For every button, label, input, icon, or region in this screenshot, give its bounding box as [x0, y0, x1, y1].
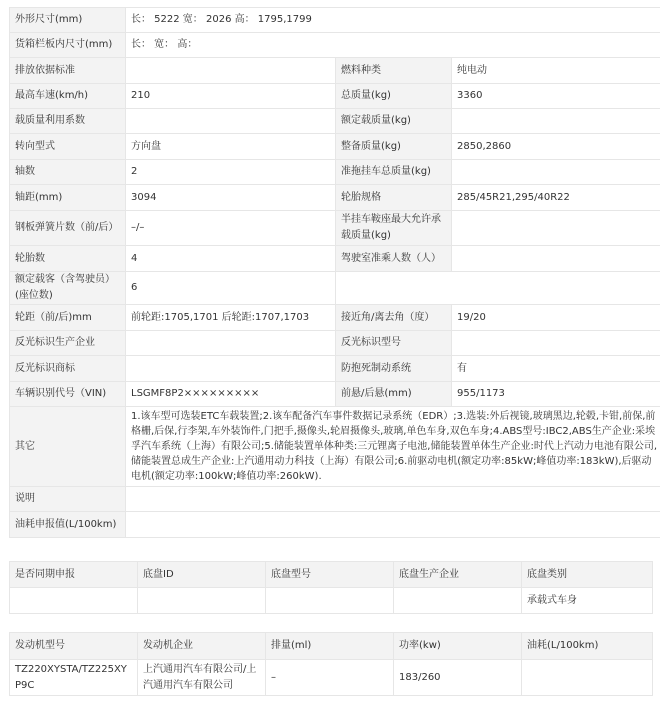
- other-notes-text: 1.该车型可选装ETC车载装置;2.该车配备汽车事件数据记录系统（EDR）;3.选装:外后视镜,玻璃黑边,轮毂,卡钳,前保,前格栅,后保,行李架,车外装饰件,门把手,摄像头,轮眉摄像头,玻璃,单色车身,双色车身;4.ABS型号:IBC2,ABS生产企业:采埃孚汽车系统（上海）有限公司;5.储能装置单体种类:三元锂离子电池,储能装置单体生产企业:时代上汽动力电池有限公司,储能装置总成生产企业:上汽通用动力科技（上海）有限公司;6.前驱动电机(额定功率:85kW;峰值功率:183kW),后驱动电机(额定功率:100kW;峰值功率:260kW).: [126, 407, 660, 487]
- spec-row: [10, 33, 660, 58]
- column-header: 排量(ml): [266, 633, 394, 660]
- spec-label: 燃料种类: [336, 58, 452, 84]
- spec-label: 最高车速(km/h): [10, 84, 126, 109]
- spec-value: –/–: [126, 211, 336, 246]
- spec-value: [126, 58, 336, 84]
- spec-value: 3094: [126, 185, 336, 211]
- spec-row: [10, 160, 660, 185]
- spec-label: 整备质量(kg): [336, 134, 452, 160]
- column-header: 底盘型号: [266, 562, 394, 588]
- column-header: 是否同期申报: [10, 562, 138, 588]
- spec-label: 反光标识型号: [336, 331, 452, 356]
- spec-label: 防抱死制动系统: [336, 356, 452, 382]
- chassis-header-row: [10, 562, 653, 588]
- spec-label: 轴距(mm): [10, 185, 126, 211]
- spec-value: 前轮距:1705,1701 后轮距:1707,1703: [126, 305, 336, 331]
- column-header: 功率(kw): [394, 633, 522, 660]
- spec-label: 前悬/后悬(mm): [336, 382, 452, 407]
- spec-row: [10, 109, 660, 134]
- spec-label: 额定载质量(kg): [336, 109, 452, 134]
- spec-row: [10, 8, 660, 33]
- spec-label: 额定载客（含驾驶员）(座位数): [10, 272, 126, 305]
- spec-label: 载质量利用系数: [10, 109, 126, 134]
- spec-label: 其它: [10, 407, 126, 487]
- spec-value: 有: [452, 356, 660, 382]
- spec-empty-cell: [336, 272, 660, 305]
- spec-label: 准拖挂车总质量(kg): [336, 160, 452, 185]
- column-header: 底盘类别: [522, 562, 653, 588]
- spec-label: 轮胎规格: [336, 185, 452, 211]
- spec-value: 2: [126, 160, 336, 185]
- spec-value: 285/45R21,295/40R22: [452, 185, 660, 211]
- table-cell: [266, 588, 394, 614]
- engine-data-row: [10, 660, 653, 696]
- spec-value: [126, 512, 660, 538]
- spec-value: 955/1173: [452, 382, 660, 407]
- spec-row: [10, 58, 660, 84]
- vehicle-spec-table: [9, 7, 660, 538]
- spec-value: 长： 宽： 高：: [126, 33, 660, 58]
- spec-label: 接近角/离去角（度）: [336, 305, 452, 331]
- spec-value: 210: [126, 84, 336, 109]
- spec-label: 钢板弹簧片数（前/后）: [10, 211, 126, 246]
- spec-label: 半挂车鞍座最大允许承载质量(kg): [336, 211, 452, 246]
- spec-value: [452, 331, 660, 356]
- spec-value: [126, 331, 336, 356]
- column-header: 油耗(L/100km): [522, 633, 653, 660]
- engine-table: [9, 632, 653, 696]
- spec-label: 说明: [10, 487, 126, 512]
- table-cell: [394, 588, 522, 614]
- spec-row: [10, 185, 660, 211]
- spec-label: 货箱栏板内尺寸(mm): [10, 33, 126, 58]
- spec-row: [10, 211, 660, 246]
- table-cell: [10, 588, 138, 614]
- spec-value: [452, 246, 660, 272]
- spec-label: 外形尺寸(mm): [10, 8, 126, 33]
- spec-row: [10, 272, 660, 305]
- spec-value: 4: [126, 246, 336, 272]
- spec-label: 轴数: [10, 160, 126, 185]
- engine-header-row: [10, 633, 653, 660]
- spec-row: [10, 487, 660, 512]
- column-header: 发动机企业: [138, 633, 266, 660]
- spec-row: [10, 305, 660, 331]
- spec-value: [126, 109, 336, 134]
- table-cell: –: [266, 660, 394, 696]
- spec-label: 轮距（前/后)mm: [10, 305, 126, 331]
- chassis-table: [9, 561, 653, 614]
- table-cell: [522, 660, 653, 696]
- spec-label: 总质量(kg): [336, 84, 452, 109]
- spec-label: 反光标识生产企业: [10, 331, 126, 356]
- spec-row: [10, 382, 660, 407]
- spec-value: [452, 160, 660, 185]
- spec-row: [10, 84, 660, 109]
- spec-value: 长： 5222 宽： 2026 高： 1795,1799: [126, 8, 660, 33]
- spec-label: 反光标识商标: [10, 356, 126, 382]
- spec-label: 轮胎数: [10, 246, 126, 272]
- spec-value: [452, 211, 660, 246]
- spec-row: [10, 246, 660, 272]
- column-header: 底盘生产企业: [394, 562, 522, 588]
- table-cell: 承载式车身: [522, 588, 653, 614]
- spec-label: 油耗申报值(L/100km): [10, 512, 126, 538]
- table-cell: TZ220XYSTA/TZ225XYP9C: [10, 660, 138, 696]
- spec-row: [10, 512, 660, 538]
- chassis-data-row: [10, 588, 653, 614]
- spec-row: [10, 331, 660, 356]
- spec-value: 2850,2860: [452, 134, 660, 160]
- table-cell: [138, 588, 266, 614]
- column-header: 底盘ID: [138, 562, 266, 588]
- spec-value: 19/20: [452, 305, 660, 331]
- spec-value: [452, 109, 660, 134]
- spec-label: 车辆识别代号（VIN): [10, 382, 126, 407]
- spec-row: [10, 134, 660, 160]
- spec-label: 驾驶室准乘人数（人）: [336, 246, 452, 272]
- spec-label: 排放依据标准: [10, 58, 126, 84]
- spec-value: [126, 487, 660, 512]
- spec-value: 3360: [452, 84, 660, 109]
- column-header: 发动机型号: [10, 633, 138, 660]
- spec-value: LSGMF8P2×××××××××: [126, 382, 336, 407]
- spec-label: 转向型式: [10, 134, 126, 160]
- table-cell: 183/260: [394, 660, 522, 696]
- spec-row: [10, 356, 660, 382]
- spec-value: 6: [126, 272, 336, 305]
- spec-row: [10, 407, 660, 487]
- spec-value: 方向盘: [126, 134, 336, 160]
- table-cell: 上汽通用汽车有限公司/上汽通用汽车有限公司: [138, 660, 266, 696]
- spec-value: [126, 356, 336, 382]
- spec-value: 纯电动: [452, 58, 660, 84]
